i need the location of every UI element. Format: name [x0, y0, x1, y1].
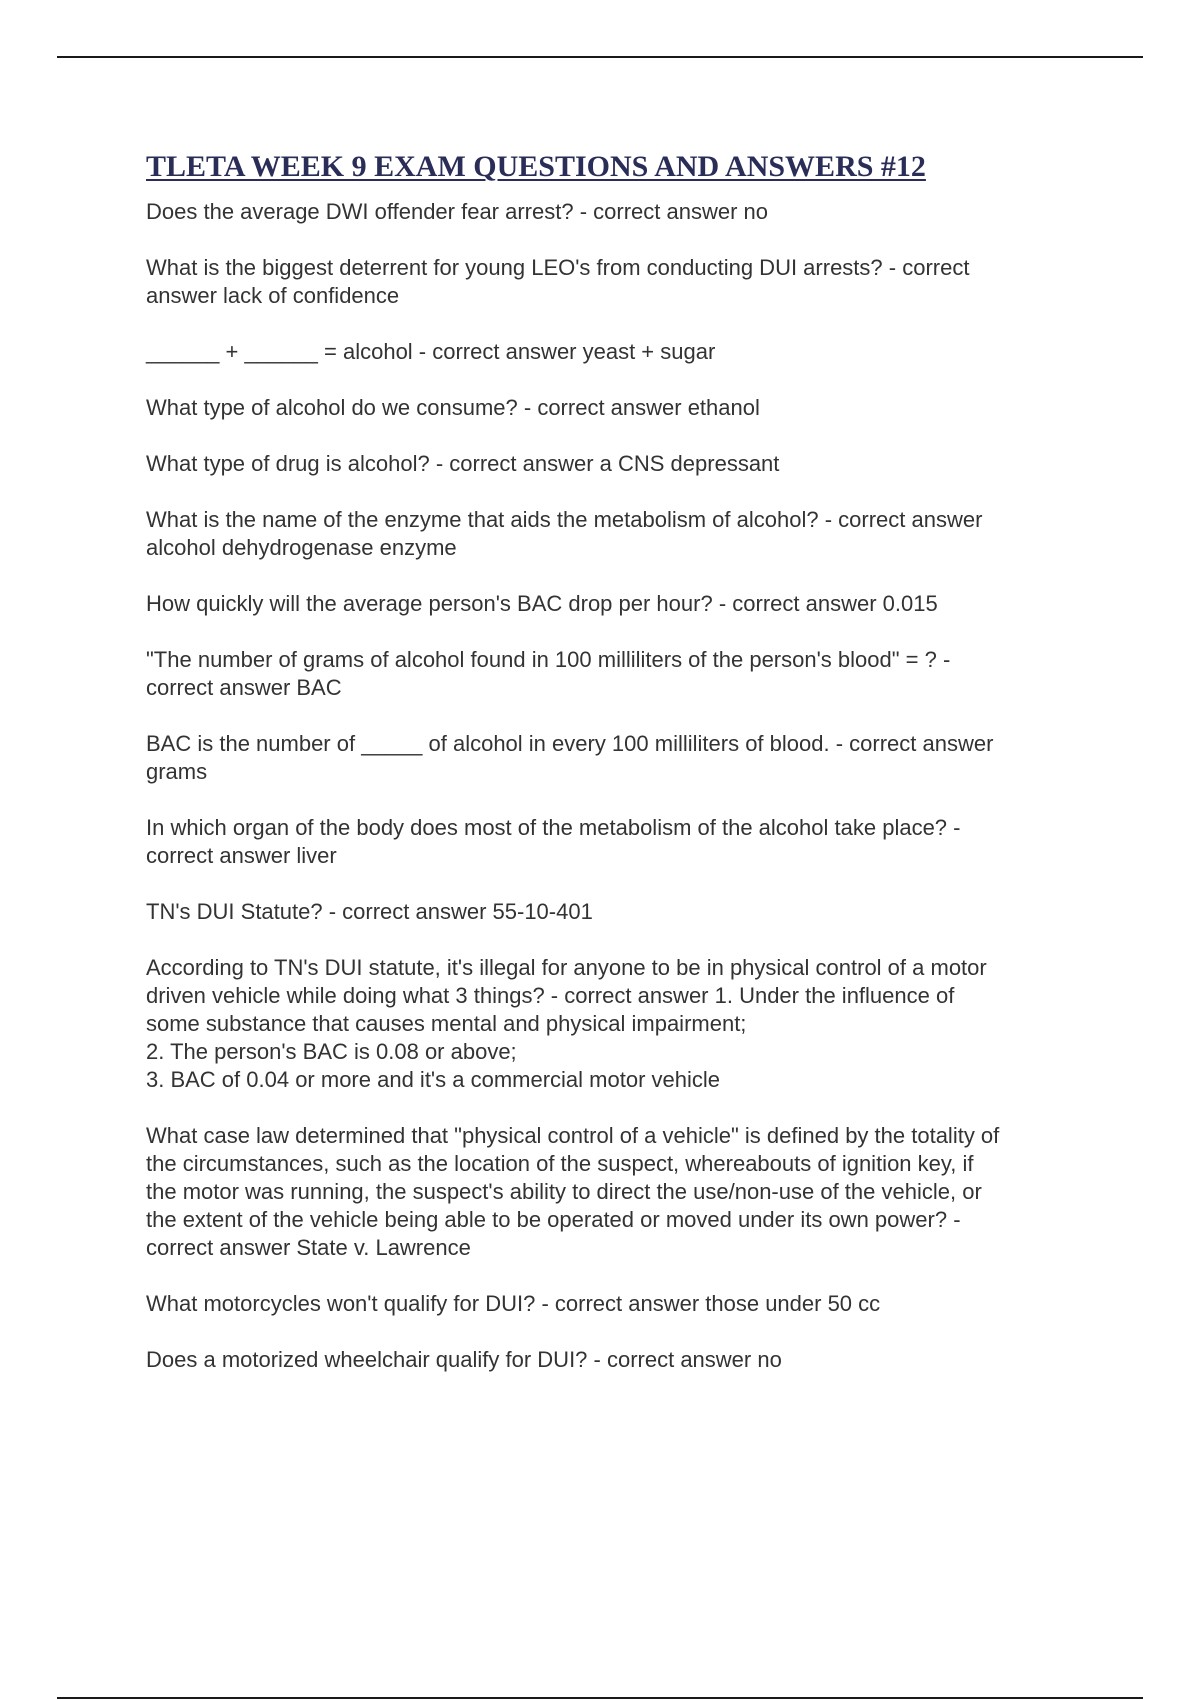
document-body: [146, 146, 1091, 1402]
top-rule: [57, 56, 1143, 58]
qa-item: What type of drug is alcohol? - correct answer a CNS depressant: [146, 451, 780, 476]
qa-item: BAC is the number of _____ of alcohol in every 100 milliliters of blood. - correct answer grams: [146, 731, 994, 784]
qa-item: Does the average DWI offender fear arrest? - correct answer no: [146, 199, 768, 224]
qa-item: What is the name of the enzyme that aids the metabolism of alcohol? - correct answer alcohol dehydrogenase enzyme: [146, 507, 983, 560]
document-title: TLETA WEEK 9 EXAM QUESTIONS AND ANSWERS #12: [146, 150, 926, 183]
qa-item: What type of alcohol do we consume? - correct answer ethanol: [146, 395, 760, 420]
qa-item: According to TN's DUI statute, it's illegal for anyone to be in physical control of a motor driven vehicle while doing what 3 things? - correct answer 1. Under the influence of some substance that causes mental and physical impairment; 2. The person's BAC is 0.08 or above; 3. BAC of 0.04 or more and it's a commercial motor vehicle: [146, 955, 987, 1092]
qa-item: What is the biggest deterrent for young LEO's from conducting DUI arrests? - correct answer lack of confidence: [146, 255, 970, 308]
qa-item: Does a motorized wheelchair qualify for DUI? - correct answer no: [146, 1347, 782, 1372]
qa-item: TN's DUI Statute? - correct answer 55-10-401: [146, 899, 593, 924]
qa-item: "The number of grams of alcohol found in 100 milliliters of the person's blood" = ? - correct answer BAC: [146, 647, 951, 700]
qa-item: In which organ of the body does most of the metabolism of the alcohol take place? - correct answer liver: [146, 815, 961, 868]
bottom-rule: [57, 1697, 1143, 1699]
qa-item: What motorcycles won't qualify for DUI? - correct answer those under 50 cc: [146, 1291, 881, 1316]
qa-item: How quickly will the average person's BAC drop per hour? - correct answer 0.015: [146, 591, 938, 616]
qa-item: ______ + ______ = alcohol - correct answer yeast + sugar: [146, 339, 716, 364]
qa-item: What case law determined that "physical control of a vehicle" is defined by the totality of the circumstances, such as the location of the suspect, whereabouts of ignition key, if the motor was running, the suspect's ability to direct the use/non-use of the vehicle, or the extent of the vehicle being able to be operated or moved under its own power? - correct answer State v. Lawrence: [146, 1123, 1000, 1260]
